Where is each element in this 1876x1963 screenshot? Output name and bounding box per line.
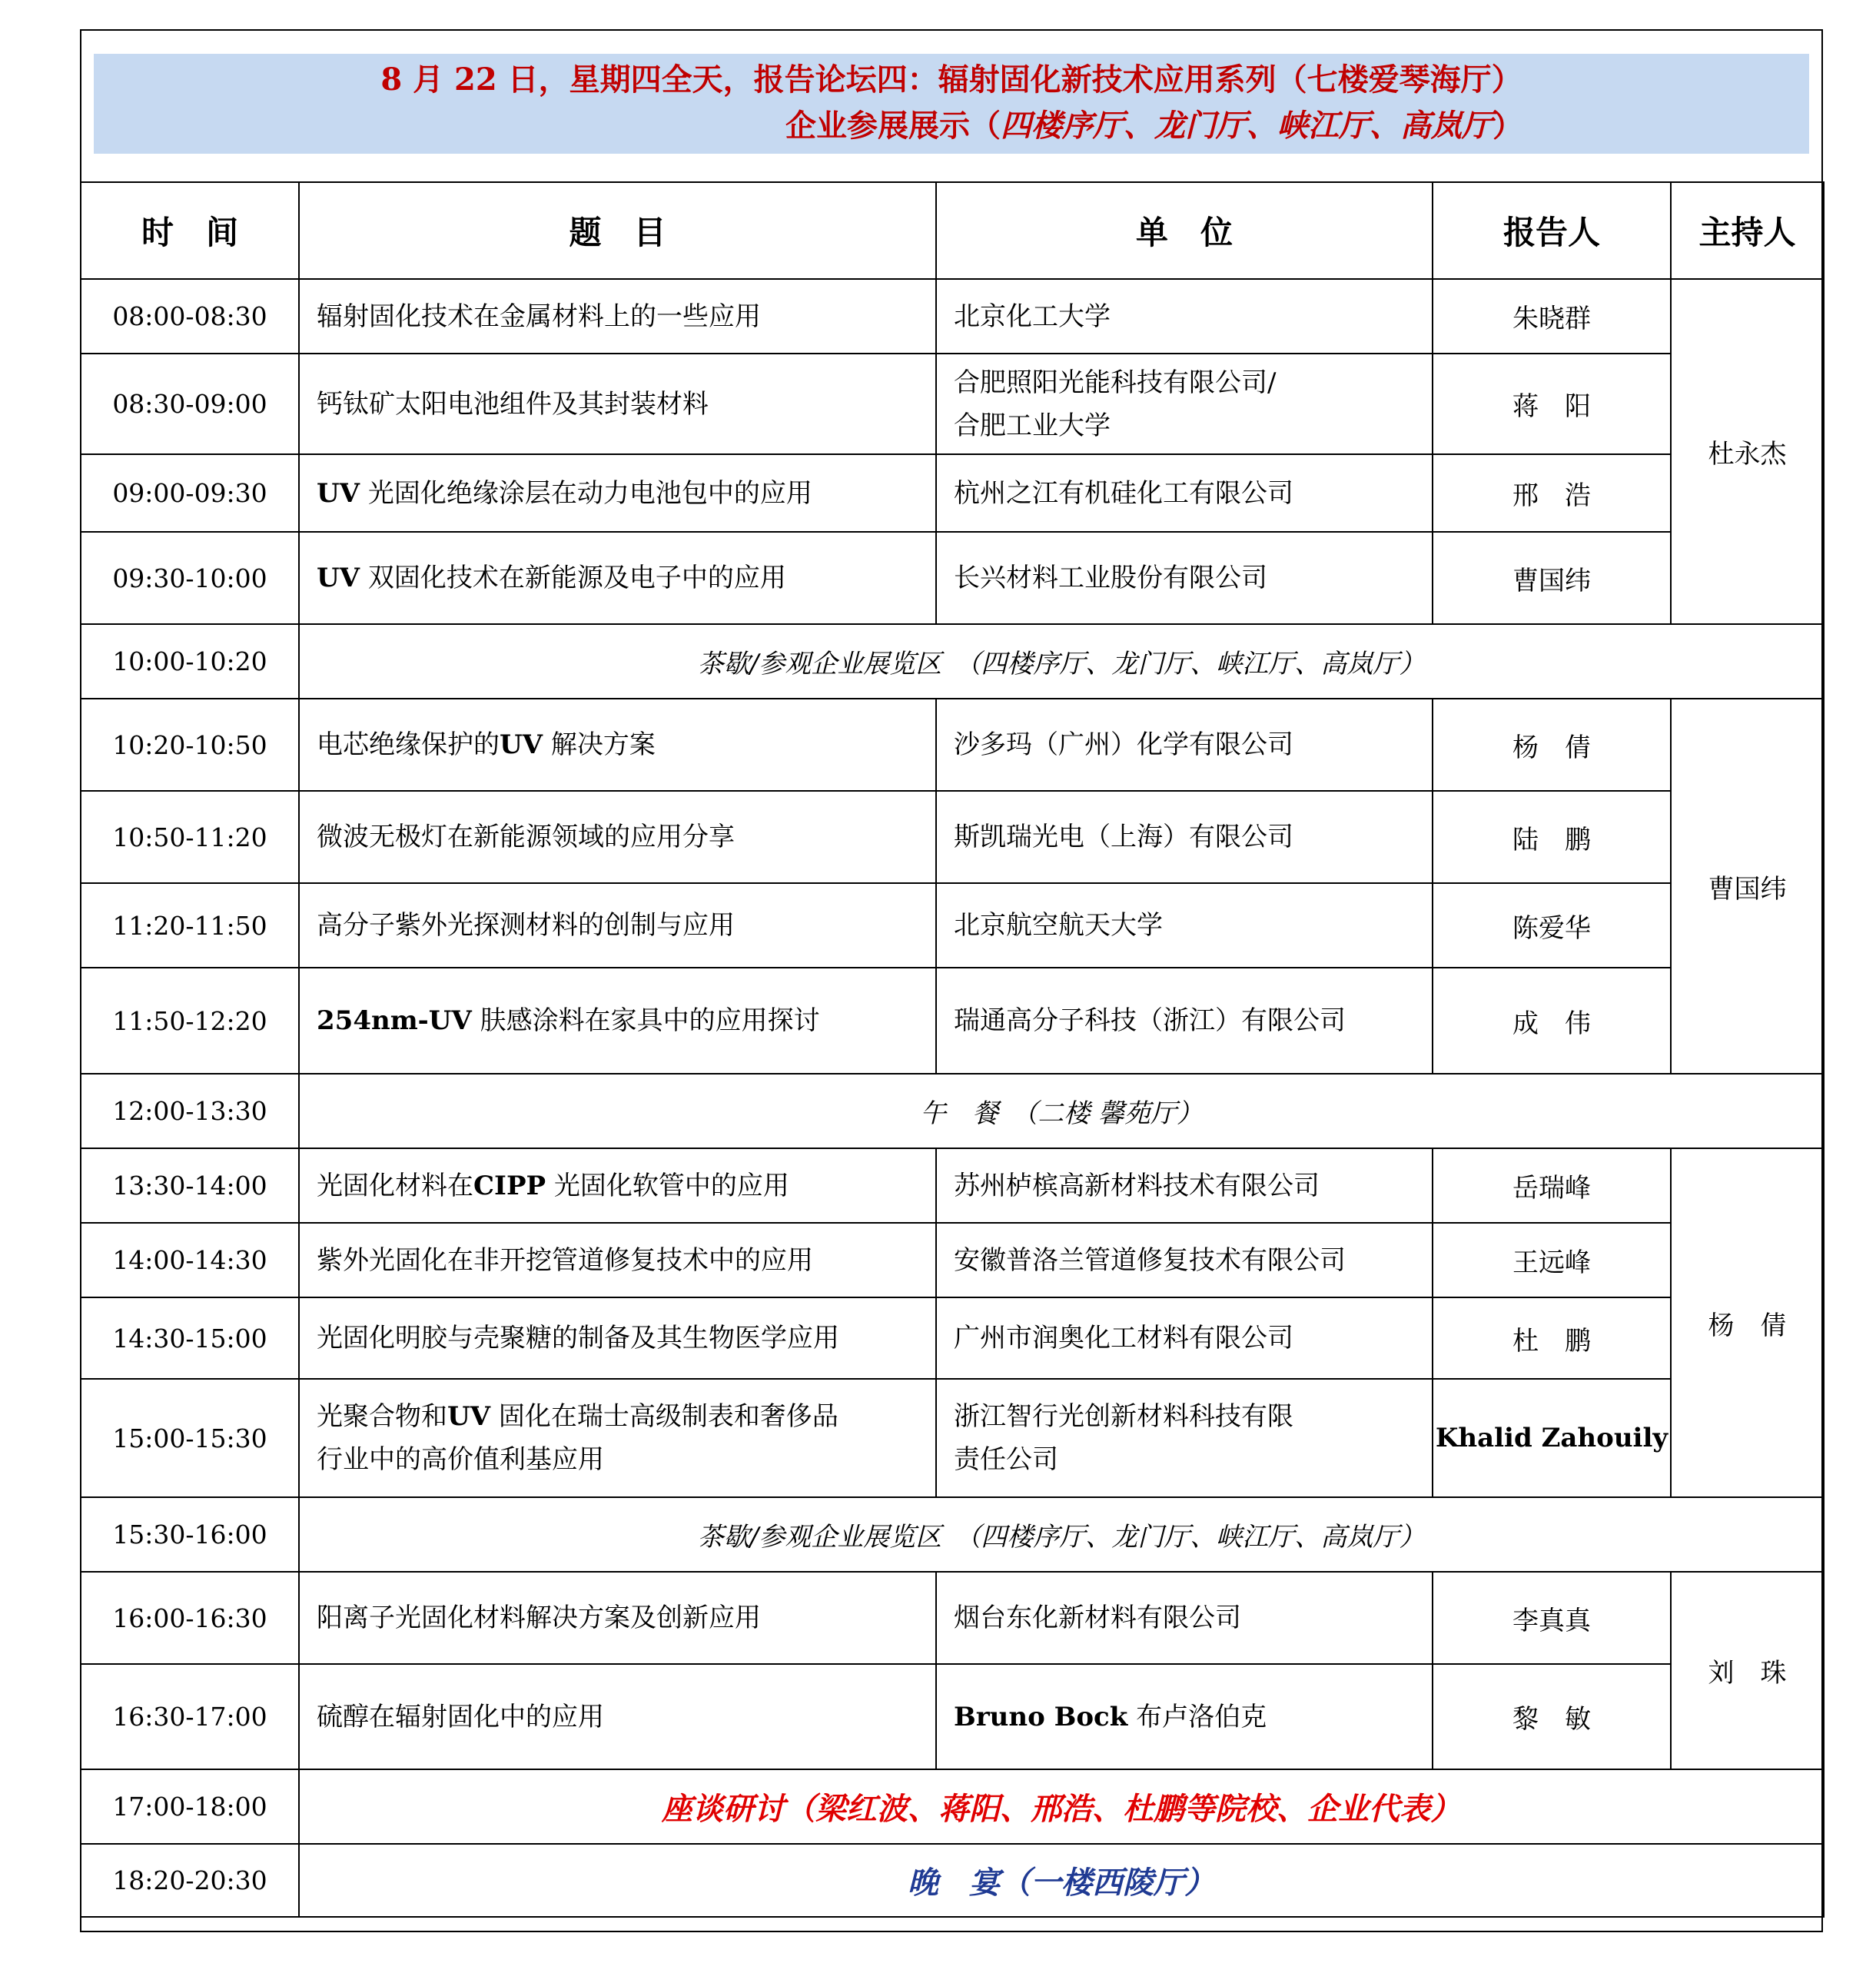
title-cell: 硫醇在辐射固化中的应用 [299, 1664, 936, 1769]
org-cell: 北京化工大学 [936, 279, 1433, 354]
table-row [81, 968, 1824, 1074]
time-cell: 09:00-09:30 [81, 454, 299, 532]
title-text: 双固化技术在新能源及电子中的应用 [360, 563, 786, 593]
break-row [81, 1497, 1824, 1572]
org-cell: 杭州之江有机硅化工有限公司 [936, 454, 1433, 532]
title-text: 光固化材料在 [317, 1170, 473, 1201]
header-time: 时 间 [81, 182, 299, 279]
banner-subtitle-prefix: 企业参展展示（ [785, 108, 1001, 144]
table-row [81, 354, 1824, 454]
table-row [81, 532, 1824, 624]
speaker-cell: 成 伟 [1433, 968, 1671, 1074]
time-cell: 08:00-08:30 [81, 279, 299, 354]
header-speaker: 报告人 [1433, 182, 1671, 279]
speaker-cell: 岳瑞峰 [1433, 1148, 1671, 1223]
org-cell: 烟台东化新材料有限公司 [936, 1572, 1433, 1664]
time-cell: 18:20-20:30 [81, 1844, 299, 1917]
table-row [81, 1297, 1824, 1379]
title-bold: UV [317, 563, 360, 593]
org-cell: 长兴材料工业股份有限公司 [936, 532, 1433, 624]
title-cell: 辐射固化技术在金属材料上的一些应用 [299, 279, 936, 354]
schedule-frame [80, 29, 1823, 1932]
schedule-table [80, 181, 1825, 1918]
title-cell: 光固化明胶与壳聚糖的制备及其生物医学应用 [299, 1297, 936, 1379]
time-cell: 13:30-14:00 [81, 1148, 299, 1223]
header-host: 主持人 [1671, 182, 1824, 279]
org-cell: 安徽普洛兰管道修复技术有限公司 [936, 1223, 1433, 1297]
table-row [81, 699, 1824, 791]
org-text: 布卢洛伯克 [1127, 1701, 1267, 1732]
time-cell: 16:30-17:00 [81, 1664, 299, 1769]
title-text: 光聚合物和 [317, 1401, 447, 1432]
banner-title: 8 月 22 日，星期四全天，报告论坛四：辐射固化新技术应用系列（七楼爱琴海厅） [380, 61, 1522, 98]
title-line: 行业中的高价值利基应用 [317, 1444, 604, 1475]
speaker-cell: 蒋 阳 [1433, 354, 1671, 454]
time-cell: 12:00-13:30 [81, 1074, 299, 1148]
title-text-after: 光固化软管中的应用 [546, 1170, 789, 1201]
title-cell [299, 699, 936, 791]
title-line [317, 1395, 935, 1438]
title-text: 电芯绝缘保护的 [317, 729, 500, 760]
table-row [81, 1572, 1824, 1664]
table-row [81, 1379, 1824, 1497]
table-row [81, 454, 1824, 532]
table-row [81, 279, 1824, 354]
time-cell: 14:30-15:00 [81, 1297, 299, 1379]
break-cell: 茶歇/参观企业展览区 （四楼序厅、龙门厅、峡江厅、高岚厅） [299, 624, 1824, 699]
org-cell: 沙多玛（广州）化学有限公司 [936, 699, 1433, 791]
title-cell: 钙钛矿太阳电池组件及其封装材料 [299, 354, 936, 454]
time-cell: 15:30-16:00 [81, 1497, 299, 1572]
host-cell: 杨 倩 [1671, 1148, 1824, 1497]
org-line: 浙江智行光创新材料科技有限 [954, 1401, 1293, 1432]
title-bold: UV [500, 729, 543, 760]
speaker-cell: Khalid Zahouily [1433, 1379, 1671, 1497]
speaker-cell: 杜 鹏 [1433, 1297, 1671, 1379]
title-cell [299, 1379, 936, 1497]
header-banner [94, 54, 1809, 154]
table-row [81, 1664, 1824, 1769]
org-line: 责任公司 [954, 1444, 1058, 1475]
org-line: 合肥照阳光能科技有限公司/ [954, 367, 1277, 398]
time-cell: 08:30-09:00 [81, 354, 299, 454]
speaker-cell: 曹国纬 [1433, 532, 1671, 624]
speaker-cell: 杨 倩 [1433, 699, 1671, 791]
org-cell: 北京航空航天大学 [936, 883, 1433, 968]
break-row [81, 624, 1824, 699]
dinner-row [81, 1844, 1824, 1917]
forum-row [81, 1769, 1824, 1844]
header-title: 题 目 [299, 182, 936, 279]
break-row [81, 1074, 1824, 1148]
org-cell [936, 1379, 1433, 1497]
time-cell: 09:30-10:00 [81, 532, 299, 624]
title-text-after: 解决方案 [543, 729, 656, 760]
title-bold: UV [317, 477, 360, 509]
org-cell [936, 354, 1433, 454]
org-line: 合肥工业大学 [954, 410, 1111, 441]
speaker-cell: 李真真 [1433, 1572, 1671, 1664]
time-cell: 10:00-10:20 [81, 624, 299, 699]
title-cell: 阳离子光固化材料解决方案及创新应用 [299, 1572, 936, 1664]
org-cell: 苏州栌槟高新材料技术有限公司 [936, 1148, 1433, 1223]
speaker-cell: 黎 敏 [1433, 1664, 1671, 1769]
header-org: 单 位 [936, 182, 1433, 279]
speaker-cell: 邢 浩 [1433, 454, 1671, 532]
title-cell [299, 532, 936, 624]
banner-subtitle [785, 105, 1523, 148]
title-text: 肤感涂料在家具中的应用探讨 [471, 1005, 820, 1036]
time-cell: 10:50-11:20 [81, 791, 299, 883]
table-row [81, 1223, 1824, 1297]
table-row [81, 791, 1824, 883]
host-cell: 刘 珠 [1671, 1572, 1824, 1769]
forum-cell: 座谈研讨（梁红波、蒋阳、邢浩、杜鹏等院校、企业代表） [299, 1769, 1824, 1844]
title-cell [299, 1148, 936, 1223]
title-cell [299, 968, 936, 1074]
title-cell: 微波无极灯在新能源领域的应用分享 [299, 791, 936, 883]
table-row [81, 883, 1824, 968]
title-text-after: 固化在瑞士高级制表和奢侈品 [490, 1401, 838, 1432]
title-cell: 紫外光固化在非开挖管道修复技术中的应用 [299, 1223, 936, 1297]
title-bold: 254nm-UV [317, 1005, 472, 1036]
org-bold: Bruno Bock [954, 1701, 1128, 1732]
host-cell: 曹国纬 [1671, 699, 1824, 1074]
title-text: 光固化绝缘涂层在动力电池包中的应用 [360, 477, 812, 509]
time-cell: 16:00-16:30 [81, 1572, 299, 1664]
table-row [81, 1148, 1824, 1223]
time-cell: 10:20-10:50 [81, 699, 299, 791]
time-cell: 15:00-15:30 [81, 1379, 299, 1497]
time-cell: 14:00-14:30 [81, 1223, 299, 1297]
host-cell: 杜永杰 [1671, 279, 1824, 624]
break-cell: 茶歇/参观企业展览区 （四楼序厅、龙门厅、峡江厅、高岚厅） [299, 1497, 1824, 1572]
break-cell: 午 餐 （二楼 馨苑厅） [299, 1074, 1824, 1148]
org-cell: 斯凯瑞光电（上海）有限公司 [936, 791, 1433, 883]
org-cell: 广州市润奥化工材料有限公司 [936, 1297, 1433, 1379]
dinner-cell: 晚 宴（一楼西陵厅） [299, 1844, 1824, 1917]
title-cell [299, 454, 936, 532]
title-cell: 高分子紫外光探测材料的创制与应用 [299, 883, 936, 968]
speaker-cell: 陆 鹏 [1433, 791, 1671, 883]
time-cell: 17:00-18:00 [81, 1769, 299, 1844]
banner-subtitle-suffix: ） [1492, 108, 1523, 144]
title-bold: CIPP [473, 1170, 546, 1201]
time-cell: 11:20-11:50 [81, 883, 299, 968]
time-cell: 11:50-12:20 [81, 968, 299, 1074]
header-row [81, 182, 1824, 279]
org-cell: 瑞通高分子科技（浙江）有限公司 [936, 968, 1433, 1074]
speaker-cell: 陈爱华 [1433, 883, 1671, 968]
title-bold: UV [447, 1401, 491, 1432]
speaker-cell: 朱晓群 [1433, 279, 1671, 354]
org-cell [936, 1664, 1433, 1769]
speaker-cell: 王远峰 [1433, 1223, 1671, 1297]
banner-subtitle-venues: 四楼序厅、龙门厅、峡江厅、高岚厅 [1001, 108, 1492, 144]
